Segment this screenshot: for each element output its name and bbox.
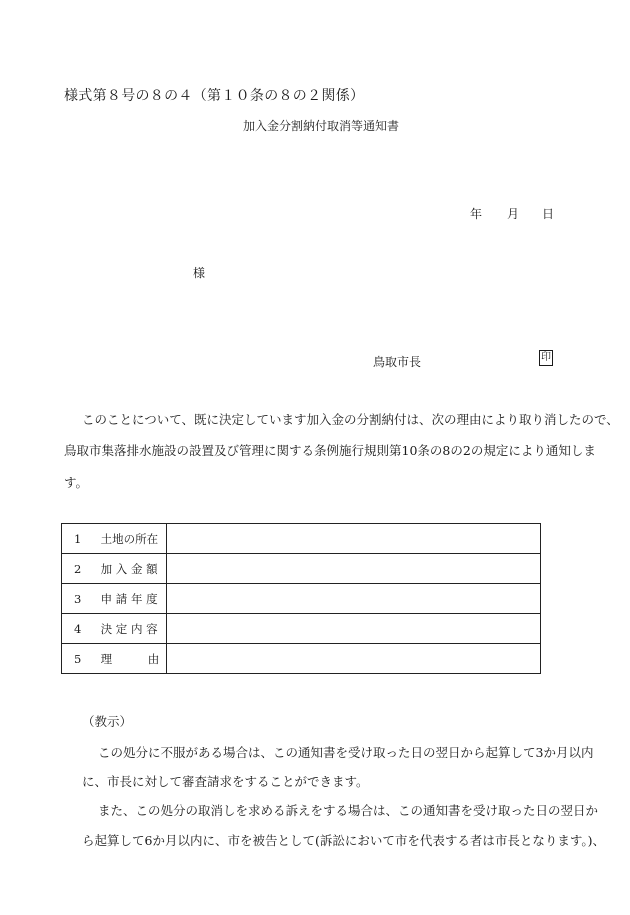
body-line-2: 鳥取市集落排水施設の設置及び管理に関する条例施行規則第10条の8の2の規定により通知しま — [64, 443, 596, 458]
detail-table — [61, 523, 541, 674]
notice-line-4: ら起算して6か月以内に、市を被告として(訴訟において市を代表する者は市長となります。)、 — [82, 833, 605, 848]
row-value-cell — [166, 554, 540, 584]
notice-line-1: この処分に不服がある場合は、この通知書を受け取った日の翌日から起算して3か月以内 — [98, 745, 594, 760]
body-line-3: す。 — [64, 475, 89, 490]
seal-mark: 印 — [539, 350, 553, 366]
row-label: 加 入 金 額 — [100, 561, 158, 576]
table-row — [62, 554, 541, 584]
row-value-cell — [166, 524, 540, 554]
row-number: 1 — [74, 531, 82, 546]
row-value-cell — [166, 644, 540, 674]
body-line-1: このことについて、既に決定しています加入金の分割納付は、次の理由により取り消したので、 — [82, 412, 619, 427]
row-value-cell — [166, 614, 540, 644]
row-label-cell — [62, 524, 167, 554]
form-number: 様式第８号の８の４（第１０条の８の２関係） — [64, 88, 365, 104]
date-year-label: 年 — [470, 207, 483, 221]
table-row — [62, 614, 541, 644]
row-label-cell — [62, 584, 167, 614]
row-label-cell — [62, 614, 167, 644]
table-row — [62, 584, 541, 614]
row-number: 3 — [74, 591, 82, 606]
row-label-cell — [62, 554, 167, 584]
issuer-name: 鳥取市長 — [373, 355, 422, 369]
notice-line-3: また、この処分の取消しを求める訴えをする場合は、この通知書を受け取った日の翌日か — [98, 803, 599, 818]
row-number: 2 — [74, 561, 82, 576]
notice-heading: （教示） — [82, 714, 133, 729]
row-label: 土地の所在 — [100, 531, 159, 546]
row-label: 理 由 — [100, 651, 160, 666]
row-value-cell — [166, 584, 540, 614]
table-row — [62, 644, 541, 674]
row-label-cell — [62, 644, 167, 674]
date-day-label: 日 — [542, 207, 555, 221]
row-label: 申 請 年 度 — [100, 591, 158, 606]
row-label: 決 定 内 容 — [100, 621, 158, 636]
date-month-label: 月 — [507, 207, 520, 221]
table-row — [62, 524, 541, 554]
addressee-honorific: 様 — [193, 266, 206, 280]
row-number: 5 — [74, 651, 82, 666]
row-number: 4 — [74, 621, 82, 636]
document-title: 加入金分割納付取消等通知書 — [243, 119, 400, 133]
notice-line-2: に、市長に対して審査請求をすることができます。 — [82, 774, 369, 789]
